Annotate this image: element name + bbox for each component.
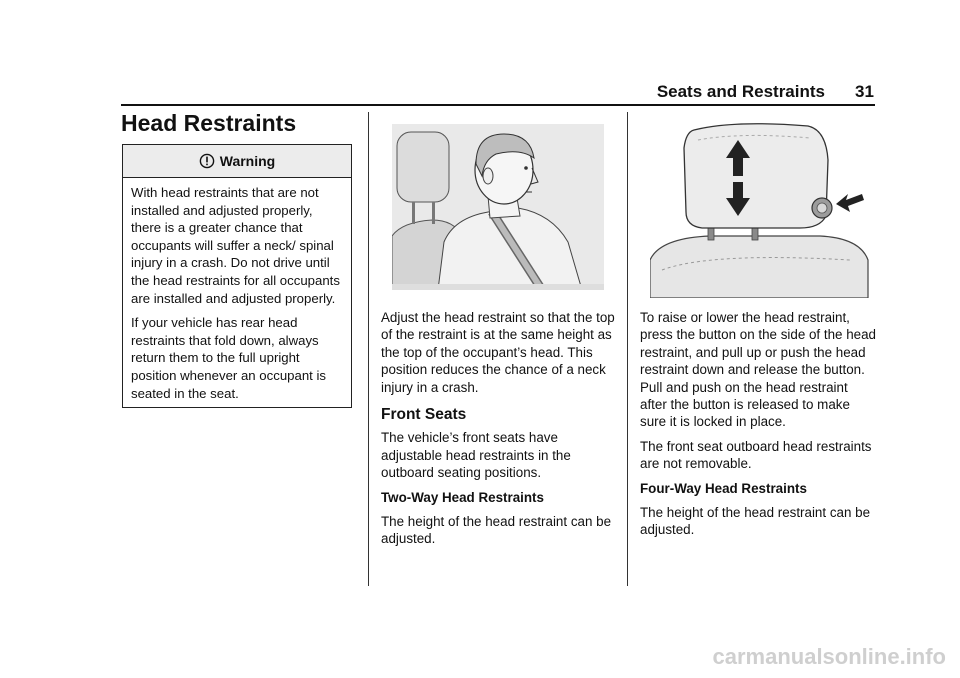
column-divider bbox=[627, 112, 628, 586]
page-number: 31 bbox=[855, 82, 874, 101]
front-seats-heading: Front Seats bbox=[381, 406, 467, 424]
warning-paragraph: If your vehicle has rear head restraints that fold down, always return them to the full upright position whenever an occupant is seated in the seat. bbox=[131, 315, 327, 401]
two-way-paragraph: The height of the head restraint can be adjusted. bbox=[381, 514, 612, 547]
not-removable-paragraph: The front seat outboard head restraints are not removable. bbox=[640, 438, 872, 472]
adjust-paragraph: Adjust the head restraint so that the top of the restraint is at the same height as the top of the occupant’s head. This position reduces the chance of a neck injury in a crash. bbox=[381, 310, 615, 395]
header-rule bbox=[121, 104, 875, 106]
middle-column bbox=[381, 309, 619, 555]
four-way-paragraph: The height of the head restraint can be adjusted. bbox=[640, 505, 871, 538]
raise-lower-paragraph: To raise or lower the head restraint, press the button on the side of the head restraint, and pull up or push the head restraint down and release the button. Pull and push on the head restraint after the button is released to make sure it is locked in place. bbox=[640, 310, 876, 430]
column-divider bbox=[368, 112, 369, 586]
warning-title: Warning bbox=[219, 153, 276, 169]
page-heading: Head Restraints bbox=[121, 110, 297, 136]
occupant-head-restraint-illustration bbox=[392, 124, 604, 290]
front-seats-paragraph: The vehicle’s front seats have adjustable head restraints in the outboard seating positions. bbox=[381, 430, 571, 481]
watermark: carmanualsonline.info bbox=[712, 644, 946, 669]
section-title: Seats and Restraints bbox=[656, 82, 825, 101]
warning-body bbox=[123, 178, 351, 402]
four-way-heading: Four-Way Head Restraints bbox=[640, 480, 807, 496]
warning-header bbox=[123, 145, 351, 178]
head-restraint-button-illustration bbox=[650, 120, 870, 298]
warning-icon bbox=[199, 153, 215, 169]
warning-paragraph: With head restraints that are not installed and adjusted properly, there is a greater chance that occupants will suffer a neck/ spinal injury in a crash. Do not drive until the head restraints for all occupants are installed and adjusted properly. bbox=[131, 185, 340, 306]
warning-box bbox=[122, 144, 352, 408]
two-way-heading: Two-Way Head Restraints bbox=[381, 489, 544, 505]
right-column bbox=[640, 309, 878, 546]
